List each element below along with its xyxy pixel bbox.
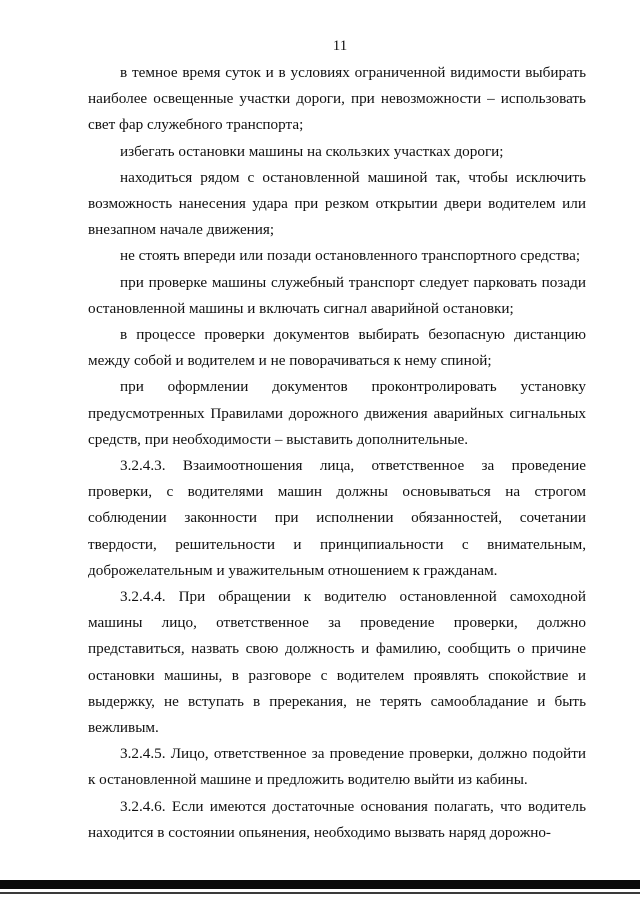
scan-edge-line [0, 892, 640, 894]
page-number: 11 [332, 38, 348, 54]
paragraph-6: в процессе проверки документов выбирать безопасную дистанцию между собой и водителем и не поворачиваться к нему спиной; [88, 326, 586, 370]
paragraph-3: находиться рядом с остановленной машиной так, чтобы исключить возможность нанесения удара при резком открытии двери водителем или внезапном начале движения; [88, 168, 586, 239]
paragraph-3-2-4-6: 3.2.4.6. Если имеются достаточные основания полагать, что водитель находится в состоянии опьянения, необходимо вызвать наряд дорожно- [88, 797, 586, 841]
paragraph-4: не стоять впереди или позади остановленного транспортного средства; [120, 247, 581, 265]
paragraph-2: избегать остановки машины на скользких участках дороги; [120, 142, 504, 160]
paragraph-5: при проверке машины служебный транспорт следует парковать позади остановленной машины и включать сигнал аварийной остановки; [88, 273, 586, 317]
paragraph-3-2-4-3: 3.2.4.3. Взаимоотношения лица, ответственное за проведение проверки, с водителями машин должны основываться на строгом соблюдении законности при исполнении обязанностей, сочетании твердости, решительности и принципиальности с внимательным, доброжелательным и уважительным отношением к гражданам. [88, 457, 586, 579]
paragraph-3-2-4-4: 3.2.4.4. При обращении к водителю остановленной самоходной машины лицо, ответственное за проведение проверки, должно представиться, назвать свою должность и фамилию, сообщить о причине остановки машины, в разговоре с водителем проявлять спокойствие и выдержку, не вступать в пререкания, не терять самообладание и быть вежливым. [88, 588, 586, 737]
scan-edge-bar [0, 880, 640, 889]
document-body [88, 60, 586, 846]
paragraph-7: при оформлении документов проконтролировать установку предусмотренных Правилами дорожного движения аварийных сигнальных средств, при необходимости – выставить дополнительные. [88, 378, 586, 448]
paragraph-1: в темное время суток и в условиях ограниченной видимости выбирать наиболее освещенные участки дороги, при невозможности – использовать свет фар служебного транспорта; [88, 64, 586, 134]
paragraph-3-2-4-5: 3.2.4.5. Лицо, ответственное за проведение проверки, должно подойти к остановленной машине и предложить водителю выйти из кабины. [88, 745, 586, 789]
